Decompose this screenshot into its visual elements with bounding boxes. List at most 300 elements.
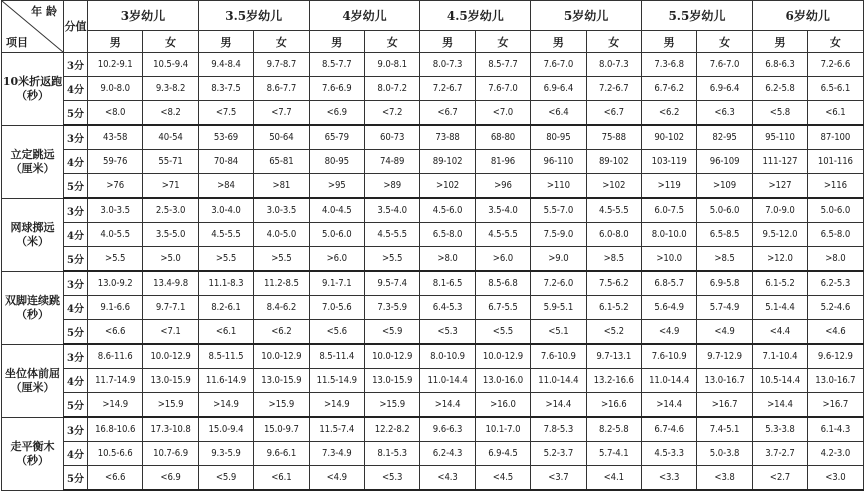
table-row <box>2 198 864 223</box>
value-cell: 10.5-9.4 <box>143 53 198 77</box>
value-cell: 9.5-12.0 <box>752 223 807 247</box>
value-cell: 4.2-3.0 <box>808 442 863 466</box>
value-cell: 6.9-6.4 <box>697 77 752 101</box>
value-cell: 8.3-7.5 <box>198 77 253 101</box>
value-cell: 5.0-6.0 <box>309 223 364 247</box>
value-cell: 9.5-7.4 <box>364 271 419 296</box>
value-cell: 6.9-4.5 <box>475 442 530 466</box>
value-cell: >96 <box>475 174 530 199</box>
value-cell: >8.0 <box>420 247 475 272</box>
value-cell: 6.5-8.0 <box>420 223 475 247</box>
table-row <box>2 174 864 199</box>
value-cell: 7.2-6.7 <box>420 77 475 101</box>
value-cell: 15.0-9.7 <box>254 417 309 442</box>
table-row <box>2 442 864 466</box>
table-row <box>2 466 864 491</box>
male-header: 男 <box>198 31 253 53</box>
value-cell: <5.9 <box>364 320 419 345</box>
value-cell: >15.9 <box>143 393 198 418</box>
value-cell: 3.0-3.5 <box>254 198 309 223</box>
value-cell: 7.3-6.8 <box>641 53 696 77</box>
value-cell: 5.0-6.0 <box>697 198 752 223</box>
value-cell: >14.9 <box>198 393 253 418</box>
value-cell: >16.0 <box>475 393 530 418</box>
value-cell: <3.3 <box>641 466 696 491</box>
value-cell: 101-116 <box>808 150 863 174</box>
table-row <box>2 344 864 369</box>
value-cell: 68-80 <box>475 125 530 150</box>
value-cell: 6.5-6.1 <box>808 77 863 101</box>
score-cell: 5分 <box>64 393 88 418</box>
value-cell: <4.1 <box>586 466 641 491</box>
gender-header-row <box>2 31 864 53</box>
score-cell: 5分 <box>64 247 88 272</box>
value-cell: <2.7 <box>752 466 807 491</box>
value-cell: >14.4 <box>641 393 696 418</box>
value-cell: 7.2-6.0 <box>531 271 586 296</box>
value-cell: 8.5-7.7 <box>475 53 530 77</box>
value-cell: 4.5-5.5 <box>198 223 253 247</box>
value-cell: 10.0-12.9 <box>475 344 530 369</box>
value-cell: 80-95 <box>531 125 586 150</box>
value-cell: 70-84 <box>198 150 253 174</box>
value-cell: 7.8-5.3 <box>531 417 586 442</box>
value-cell: 8.1-5.3 <box>364 442 419 466</box>
value-cell: >5.0 <box>143 247 198 272</box>
value-cell: 6.0-8.0 <box>586 223 641 247</box>
corner-cell <box>2 1 64 53</box>
table-row <box>2 53 864 77</box>
value-cell: <6.9 <box>143 466 198 491</box>
value-cell: 80-95 <box>309 150 364 174</box>
value-cell: 96-110 <box>531 150 586 174</box>
male-header: 男 <box>88 31 143 53</box>
table-row <box>2 247 864 272</box>
value-cell: 6.9-5.8 <box>697 271 752 296</box>
value-cell: 50-64 <box>254 125 309 150</box>
female-header: 女 <box>475 31 530 53</box>
value-cell: <6.6 <box>88 320 143 345</box>
value-cell: <4.3 <box>420 466 475 491</box>
value-cell: 9.3-5.9 <box>198 442 253 466</box>
value-cell: 4.5-5.5 <box>364 223 419 247</box>
age-header: 4.5岁幼儿 <box>420 1 531 31</box>
value-cell: >119 <box>641 174 696 199</box>
value-cell: >14.4 <box>531 393 586 418</box>
value-cell: 3.7-2.7 <box>752 442 807 466</box>
value-cell: 13.0-16.7 <box>697 369 752 393</box>
male-header: 男 <box>531 31 586 53</box>
value-cell: 9.7-7.1 <box>143 296 198 320</box>
corner-item-label: 项目 <box>6 36 28 49</box>
value-cell: >81 <box>254 174 309 199</box>
value-cell: <5.3 <box>420 320 475 345</box>
value-cell: >109 <box>697 174 752 199</box>
value-cell: 8.5-7.7 <box>309 53 364 77</box>
age-header: 6岁幼儿 <box>752 1 863 31</box>
female-header: 女 <box>586 31 641 53</box>
value-cell: <6.2 <box>641 101 696 126</box>
table-row <box>2 369 864 393</box>
value-cell: >110 <box>531 174 586 199</box>
value-cell: 6.4-5.3 <box>420 296 475 320</box>
value-cell: >89 <box>364 174 419 199</box>
value-cell: >116 <box>808 174 863 199</box>
table-body <box>2 53 864 491</box>
value-cell: 7.0-9.0 <box>752 198 807 223</box>
value-cell: <8.0 <box>88 101 143 126</box>
value-cell: <6.7 <box>586 101 641 126</box>
score-cell: 4分 <box>64 369 88 393</box>
value-cell: >6.0 <box>475 247 530 272</box>
value-cell: 9.0-8.1 <box>364 53 419 77</box>
value-cell: <6.1 <box>198 320 253 345</box>
value-cell: 7.6-6.9 <box>309 77 364 101</box>
value-cell: 11.7-14.9 <box>88 369 143 393</box>
value-cell: >8.5 <box>586 247 641 272</box>
value-cell: 7.6-10.9 <box>531 344 586 369</box>
value-cell: 8.1-6.5 <box>420 271 475 296</box>
value-cell: 5.1-4.4 <box>752 296 807 320</box>
value-cell: 10.7-6.9 <box>143 442 198 466</box>
score-cell: 4分 <box>64 223 88 247</box>
value-cell: <3.7 <box>531 466 586 491</box>
value-cell: 10.5-14.4 <box>752 369 807 393</box>
value-cell: >5.5 <box>364 247 419 272</box>
value-cell: 82-95 <box>697 125 752 150</box>
value-cell: <4.9 <box>309 466 364 491</box>
value-cell: 4.5-6.0 <box>420 198 475 223</box>
value-cell: 43-58 <box>88 125 143 150</box>
value-cell: 87-100 <box>808 125 863 150</box>
score-cell: 3分 <box>64 344 88 369</box>
value-cell: <7.0 <box>475 101 530 126</box>
value-cell: 16.8-10.6 <box>88 417 143 442</box>
value-cell: >15.9 <box>254 393 309 418</box>
value-cell: 7.3-4.9 <box>309 442 364 466</box>
score-cell: 5分 <box>64 320 88 345</box>
value-cell: 103-119 <box>641 150 696 174</box>
value-cell: <4.4 <box>752 320 807 345</box>
female-header: 女 <box>364 31 419 53</box>
male-header: 男 <box>752 31 807 53</box>
value-cell: 81-96 <box>475 150 530 174</box>
value-cell: 5.2-3.7 <box>531 442 586 466</box>
value-cell: 6.0-7.5 <box>641 198 696 223</box>
value-cell: 9.1-6.6 <box>88 296 143 320</box>
value-cell: 4.5-3.3 <box>641 442 696 466</box>
value-cell: >8.5 <box>697 247 752 272</box>
value-cell: 13.0-15.9 <box>254 369 309 393</box>
value-cell: 8.4-6.2 <box>254 296 309 320</box>
score-cell: 5分 <box>64 174 88 199</box>
value-cell: <6.2 <box>254 320 309 345</box>
score-cell: 4分 <box>64 77 88 101</box>
male-header: 男 <box>309 31 364 53</box>
item-name: 坐位体前屈（厘米） <box>2 344 64 417</box>
value-cell: 7.4-5.1 <box>697 417 752 442</box>
value-cell: 13.4-9.8 <box>143 271 198 296</box>
value-cell: 6.8-5.7 <box>641 271 696 296</box>
value-cell: 13.0-15.9 <box>143 369 198 393</box>
value-cell: 7.3-5.9 <box>364 296 419 320</box>
value-cell: <8.2 <box>143 101 198 126</box>
value-cell: 8.0-10.0 <box>641 223 696 247</box>
value-cell: 6.1-5.2 <box>586 296 641 320</box>
item-name: 网球掷远（米） <box>2 198 64 271</box>
value-cell: 13.0-16.7 <box>808 369 863 393</box>
value-cell: <6.4 <box>531 101 586 126</box>
value-cell: 11.1-8.3 <box>198 271 253 296</box>
value-cell: 95-110 <box>752 125 807 150</box>
value-cell: <4.9 <box>697 320 752 345</box>
fitness-standards-table <box>1 0 864 491</box>
value-cell: <6.9 <box>309 101 364 126</box>
value-cell: 4.0-5.0 <box>254 223 309 247</box>
age-header-row <box>2 1 864 31</box>
age-header: 3.5岁幼儿 <box>198 1 309 31</box>
value-cell: 5.5-7.0 <box>531 198 586 223</box>
value-cell: 8.0-7.2 <box>364 77 419 101</box>
value-cell: >95 <box>309 174 364 199</box>
value-cell: 6.8-6.3 <box>752 53 807 77</box>
value-cell: 7.6-7.0 <box>531 53 586 77</box>
score-cell: 3分 <box>64 125 88 150</box>
table-row <box>2 417 864 442</box>
value-cell: 6.1-4.3 <box>808 417 863 442</box>
value-cell: >14.9 <box>88 393 143 418</box>
value-cell: >71 <box>143 174 198 199</box>
value-cell: 11.5-7.4 <box>309 417 364 442</box>
value-cell: 5.0-3.8 <box>697 442 752 466</box>
value-cell: <4.6 <box>808 320 863 345</box>
value-cell: >6.0 <box>309 247 364 272</box>
value-cell: <4.9 <box>641 320 696 345</box>
item-name: 双脚连续跳（秒） <box>2 271 64 344</box>
score-cell: 4分 <box>64 150 88 174</box>
value-cell: 9.3-8.2 <box>143 77 198 101</box>
table-row <box>2 150 864 174</box>
value-cell: 9.6-12.9 <box>808 344 863 369</box>
value-cell: <7.1 <box>143 320 198 345</box>
value-cell: 8.0-7.3 <box>420 53 475 77</box>
value-cell: <5.9 <box>198 466 253 491</box>
value-cell: 6.9-6.4 <box>531 77 586 101</box>
value-cell: >10.0 <box>641 247 696 272</box>
score-header: 分值 <box>64 1 88 53</box>
value-cell: 10.0-12.9 <box>254 344 309 369</box>
value-cell: 6.7-6.2 <box>641 77 696 101</box>
table-row <box>2 101 864 126</box>
value-cell: 17.3-10.8 <box>143 417 198 442</box>
value-cell: >5.5 <box>88 247 143 272</box>
value-cell: >15.9 <box>364 393 419 418</box>
value-cell: 10.5-6.6 <box>88 442 143 466</box>
value-cell: 11.2-8.5 <box>254 271 309 296</box>
value-cell: 55-71 <box>143 150 198 174</box>
value-cell: 65-81 <box>254 150 309 174</box>
value-cell: 5.7-4.9 <box>697 296 752 320</box>
value-cell: 8.0-7.3 <box>586 53 641 77</box>
value-cell: >84 <box>198 174 253 199</box>
item-name: 10米折返跑（秒） <box>2 53 64 126</box>
value-cell: 8.5-11.5 <box>198 344 253 369</box>
value-cell: >8.0 <box>808 247 863 272</box>
value-cell: 8.0-10.9 <box>420 344 475 369</box>
value-cell: 10.0-12.9 <box>143 344 198 369</box>
value-cell: <5.6 <box>309 320 364 345</box>
value-cell: 9.7-13.1 <box>586 344 641 369</box>
value-cell: 7.5-6.2 <box>586 271 641 296</box>
female-header: 女 <box>808 31 863 53</box>
value-cell: 10.0-12.9 <box>364 344 419 369</box>
value-cell: 11.0-14.4 <box>531 369 586 393</box>
value-cell: >14.4 <box>752 393 807 418</box>
value-cell: 11.5-14.9 <box>309 369 364 393</box>
value-cell: 90-102 <box>641 125 696 150</box>
male-header: 男 <box>420 31 475 53</box>
value-cell: <5.5 <box>475 320 530 345</box>
value-cell: 73-88 <box>420 125 475 150</box>
female-header: 女 <box>697 31 752 53</box>
value-cell: 5.9-5.1 <box>531 296 586 320</box>
value-cell: >14.9 <box>309 393 364 418</box>
value-cell: 7.6-7.0 <box>475 77 530 101</box>
value-cell: <5.8 <box>752 101 807 126</box>
value-cell: 13.0-9.2 <box>88 271 143 296</box>
score-cell: 3分 <box>64 198 88 223</box>
value-cell: 4.5-5.5 <box>475 223 530 247</box>
value-cell: 6.2-5.3 <box>808 271 863 296</box>
value-cell: 7.6-7.0 <box>697 53 752 77</box>
score-cell: 5分 <box>64 101 88 126</box>
value-cell: 13.2-16.6 <box>586 369 641 393</box>
value-cell: 4.0-4.5 <box>309 198 364 223</box>
age-header: 5.5岁幼儿 <box>641 1 752 31</box>
value-cell: 13.0-16.0 <box>475 369 530 393</box>
score-cell: 5分 <box>64 466 88 491</box>
value-cell: <4.5 <box>475 466 530 491</box>
value-cell: 15.0-9.4 <box>198 417 253 442</box>
value-cell: 9.1-7.1 <box>309 271 364 296</box>
value-cell: 11.0-14.4 <box>420 369 475 393</box>
value-cell: >16.7 <box>808 393 863 418</box>
value-cell: <3.8 <box>697 466 752 491</box>
age-header: 3岁幼儿 <box>88 1 199 31</box>
value-cell: 10.1-7.0 <box>475 417 530 442</box>
value-cell: 6.1-5.2 <box>752 271 807 296</box>
value-cell: >16.6 <box>586 393 641 418</box>
table-row <box>2 296 864 320</box>
table-row <box>2 320 864 345</box>
value-cell: 96-109 <box>697 150 752 174</box>
value-cell: >9.0 <box>531 247 586 272</box>
value-cell: 3.5-4.0 <box>475 198 530 223</box>
score-cell: 3分 <box>64 417 88 442</box>
value-cell: 53-69 <box>198 125 253 150</box>
age-header: 5岁幼儿 <box>531 1 642 31</box>
item-name: 走平衡木（秒） <box>2 417 64 490</box>
value-cell: 74-89 <box>364 150 419 174</box>
male-header: 男 <box>641 31 696 53</box>
value-cell: 4.0-5.5 <box>88 223 143 247</box>
value-cell: 9.7-8.7 <box>254 53 309 77</box>
value-cell: 6.2-4.3 <box>420 442 475 466</box>
value-cell: 5.3-3.8 <box>752 417 807 442</box>
value-cell: 75-88 <box>586 125 641 150</box>
value-cell: >16.7 <box>697 393 752 418</box>
value-cell: <6.1 <box>808 101 863 126</box>
value-cell: 8.2-6.1 <box>198 296 253 320</box>
value-cell: <6.1 <box>254 466 309 491</box>
table-row <box>2 393 864 418</box>
value-cell: >102 <box>420 174 475 199</box>
value-cell: <5.2 <box>586 320 641 345</box>
value-cell: 7.1-10.4 <box>752 344 807 369</box>
value-cell: 89-102 <box>420 150 475 174</box>
value-cell: <5.3 <box>364 466 419 491</box>
value-cell: <6.7 <box>420 101 475 126</box>
value-cell: >12.0 <box>752 247 807 272</box>
value-cell: 3.5-5.0 <box>143 223 198 247</box>
value-cell: 5.0-6.0 <box>808 198 863 223</box>
value-cell: 9.6-6.1 <box>254 442 309 466</box>
value-cell: 7.5-9.0 <box>531 223 586 247</box>
value-cell: 5.6-4.9 <box>641 296 696 320</box>
value-cell: 9.6-6.3 <box>420 417 475 442</box>
value-cell: 11.0-14.4 <box>641 369 696 393</box>
value-cell: >5.5 <box>254 247 309 272</box>
value-cell: 8.5-11.4 <box>309 344 364 369</box>
value-cell: <6.3 <box>697 101 752 126</box>
table-row <box>2 223 864 247</box>
value-cell: 9.4-8.4 <box>198 53 253 77</box>
table-row <box>2 271 864 296</box>
value-cell: 6.2-5.8 <box>752 77 807 101</box>
value-cell: 6.5-8.0 <box>808 223 863 247</box>
value-cell: 59-76 <box>88 150 143 174</box>
value-cell: 9.0-8.0 <box>88 77 143 101</box>
value-cell: 2.5-3.0 <box>143 198 198 223</box>
value-cell: 4.5-5.5 <box>586 198 641 223</box>
value-cell: 3.5-4.0 <box>364 198 419 223</box>
corner-age-label: 年 龄 <box>31 5 57 18</box>
value-cell: <7.7 <box>254 101 309 126</box>
value-cell: 10.2-9.1 <box>88 53 143 77</box>
score-cell: 4分 <box>64 442 88 466</box>
value-cell: >127 <box>752 174 807 199</box>
value-cell: >102 <box>586 174 641 199</box>
value-cell: 6.7-4.6 <box>641 417 696 442</box>
value-cell: 8.2-5.8 <box>586 417 641 442</box>
value-cell: 40-54 <box>143 125 198 150</box>
value-cell: 11.6-14.9 <box>198 369 253 393</box>
value-cell: >5.5 <box>198 247 253 272</box>
table-row <box>2 77 864 101</box>
value-cell: 8.6-7.7 <box>254 77 309 101</box>
value-cell: >76 <box>88 174 143 199</box>
value-cell: 65-79 <box>309 125 364 150</box>
value-cell: <6.6 <box>88 466 143 491</box>
value-cell: >14.4 <box>420 393 475 418</box>
value-cell: 7.0-5.6 <box>309 296 364 320</box>
value-cell: 111-127 <box>752 150 807 174</box>
value-cell: 7.2-6.6 <box>808 53 863 77</box>
table-row <box>2 125 864 150</box>
value-cell: 5.2-4.6 <box>808 296 863 320</box>
value-cell: 12.2-8.2 <box>364 417 419 442</box>
value-cell: <5.1 <box>531 320 586 345</box>
